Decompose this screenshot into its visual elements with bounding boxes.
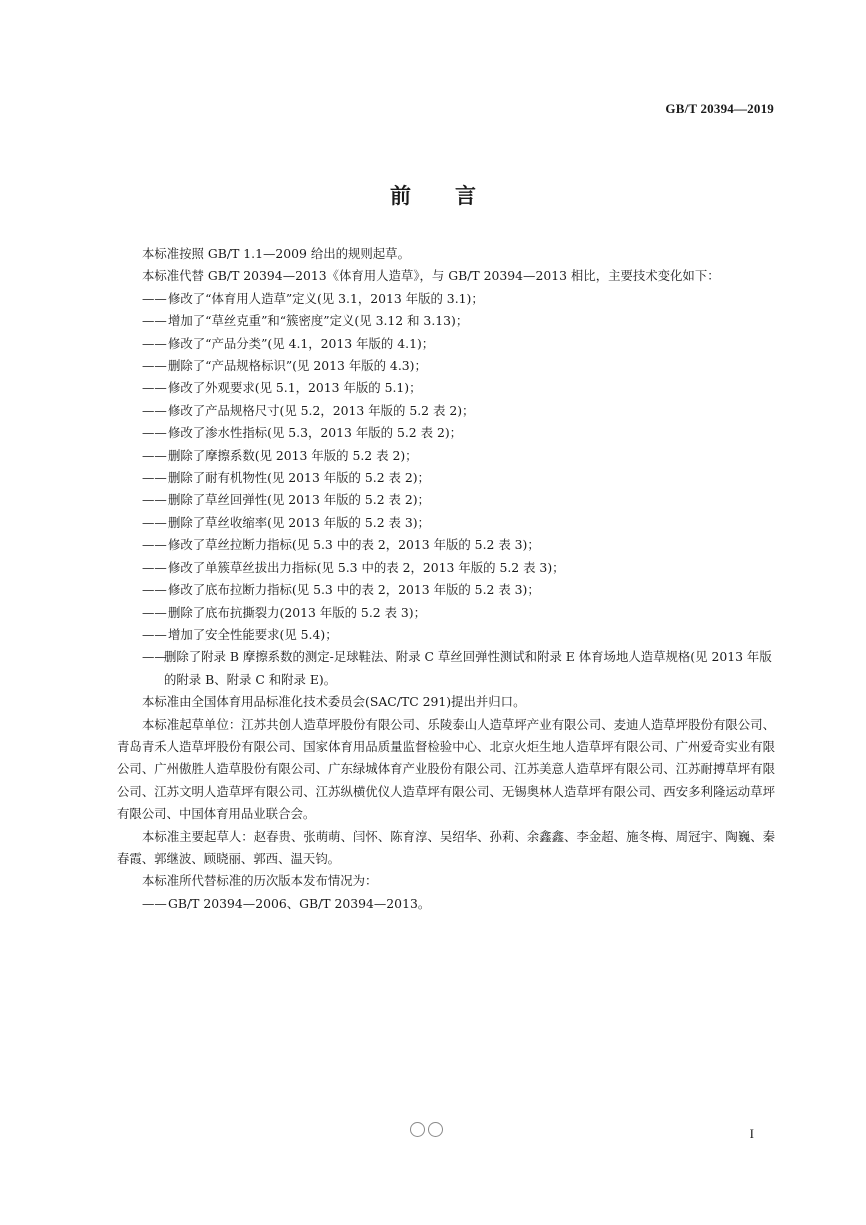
history-item-text: GB/T 20394—2006、GB/T 20394—2013。: [168, 895, 431, 911]
list-item-text: 删除了底布抗撕裂力(2013 年版的 5.2 表 3)；: [168, 604, 427, 620]
list-item-text: 修改了外观要求(见 5.1，2013 年版的 5.1)；: [168, 380, 422, 396]
dash-mark: ——: [142, 604, 167, 620]
drafting-units-paragraph: 本标准起草单位：江苏共创人造草坪股份有限公司、乐陵泰山人造草坪产业有限公司、麦迪人造草坪股份有限公司、青岛青禾人造草坪股份有限公司、国家体育用品质量监督检验中心、北京火炬生地人造草坪有限公司、广州爱奇实业有限公司、广州傲胜人造草股份有限公司、广东绿城体育产业股份有限公司、江苏美意人造草坪有限公司、江苏耐搏草坪有限公司、江苏文明人造草坪有限公司、江苏纵横优仪人造草坪有限公司、无锡奥林人造草坪有限公司、西安多利隆运动草坪有限公司、中国体育用品业联合会。: [117, 716, 775, 822]
drafters-paragraph: 本标准主要起草人：赵春贵、张萌萌、闫怀、陈育淳、吴绍华、孙莉、余鑫鑫、李金超、施冬梅、周冠宇、陶巍、秦春霞、郭继波、顾晓丽、郭西、温天钧。: [117, 828, 775, 866]
list-item-text: 修改了底布拉断力指标(见 5.3 中的表 2，2013 年版的 5.2 表 3)；: [168, 582, 540, 598]
list-item: [117, 422, 775, 444]
dash-mark: ——: [142, 895, 167, 911]
dash-mark: ——: [142, 402, 167, 418]
proposal-paragraph: 本标准由全国体育用品标准化技术委员会(SAC/TC 291)提出并归口。: [142, 694, 526, 710]
circle-mark: [410, 1122, 425, 1137]
dash-mark: ——: [142, 380, 167, 396]
list-item-text: 删除了摩擦系数(见 2013 年版的 5.2 表 2)；: [168, 447, 418, 463]
page-title: [0, 180, 866, 210]
list-item: [117, 355, 775, 377]
dash-mark: ——: [142, 447, 167, 463]
changes-list: [117, 288, 775, 691]
list-item-text: 修改了产品规格尺寸(见 5.2，2013 年版的 5.2 表 2)；: [168, 402, 475, 418]
list-item-text: 删除了草丝回弹性(见 2013 年版的 5.2 表 2)；: [168, 492, 430, 508]
list-item-text: 修改了单簇草丝拔出力指标(见 5.3 中的表 2，2013 年版的 5.2 表 3)；: [168, 559, 565, 575]
dash-mark: ——: [142, 649, 167, 665]
dash-mark: ——: [142, 582, 167, 598]
dash-mark: ——: [142, 537, 167, 553]
dash-mark: ——: [142, 470, 167, 486]
history-intro: 本标准所代替标准的历次版本发布情况为：: [142, 873, 378, 889]
list-item: [117, 534, 775, 556]
list-item: [117, 624, 775, 646]
list-item-text: 修改了“产品分类”(见 4.1，2013 年版的 4.1)；: [168, 335, 435, 351]
dash-mark: ——: [142, 626, 167, 642]
dash-mark: ——: [142, 492, 167, 508]
list-item: [117, 646, 775, 691]
dash-mark: ——: [142, 313, 167, 329]
history-item: [117, 893, 775, 915]
dash-mark: ——: [142, 514, 167, 530]
dash-mark: ——: [142, 335, 167, 351]
title-char-1: 前: [390, 184, 411, 208]
list-item: [117, 489, 775, 511]
list-item: [117, 579, 775, 601]
page-number: I: [749, 1126, 754, 1141]
list-item: [117, 310, 775, 332]
footer-circles-mark: [410, 1122, 443, 1137]
list-item: [117, 400, 775, 422]
list-item: [117, 467, 775, 489]
title-char-2: 言: [455, 184, 476, 208]
list-item-text: 删除了附录 B 摩擦系数的测定-足球鞋法、附录 C 草丝回弹性测试和附录 E 体育场地人造草规格(见 2013 年版的附录 B、附录 C 和附录 E)。: [164, 649, 772, 687]
circle-mark: [428, 1122, 443, 1137]
list-item: [117, 288, 775, 310]
list-item: [117, 602, 775, 624]
list-item: [117, 557, 775, 579]
list-item: [117, 445, 775, 467]
dash-mark: ——: [142, 358, 167, 374]
list-item-text: 删除了“产品规格标识”(见 2013 年版的 4.3)；: [168, 358, 427, 374]
list-item: [117, 512, 775, 534]
intro-line-2: 本标准代替 GB/T 20394—2013《体育用人造草》，与 GB/T 20394—2013 相比，主要技术变化如下：: [142, 268, 720, 284]
list-item: [117, 333, 775, 355]
intro-line-1: 本标准按照 GB/T 1.1—2009 给出的规则起草。: [142, 246, 410, 261]
list-item-text: 修改了“体育用人造草”定义(见 3.1，2013 年版的 3.1)；: [168, 290, 484, 306]
dash-mark: ——: [142, 559, 167, 575]
list-item-text: 修改了渗水性指标(见 5.3，2013 年版的 5.2 表 2)；: [168, 425, 463, 441]
dash-mark: ——: [142, 290, 167, 306]
list-item-text: 修改了草丝拉断力指标(见 5.3 中的表 2，2013 年版的 5.2 表 3)；: [168, 537, 540, 553]
list-item-text: 增加了“草丝克重”和“簇密度”定义(见 3.12 和 3.13)；: [168, 313, 469, 329]
standard-code: GB/T 20394—2019: [665, 101, 774, 116]
list-item-text: 增加了安全性能要求(见 5.4)；: [168, 626, 338, 642]
list-item-text: 删除了耐有机物性(见 2013 年版的 5.2 表 2)；: [168, 470, 430, 486]
dash-mark: ——: [142, 425, 167, 441]
list-item-text: 删除了草丝收缩率(见 2013 年版的 5.2 表 3)；: [168, 514, 430, 530]
list-item: [117, 377, 775, 399]
document-body: [117, 243, 775, 915]
